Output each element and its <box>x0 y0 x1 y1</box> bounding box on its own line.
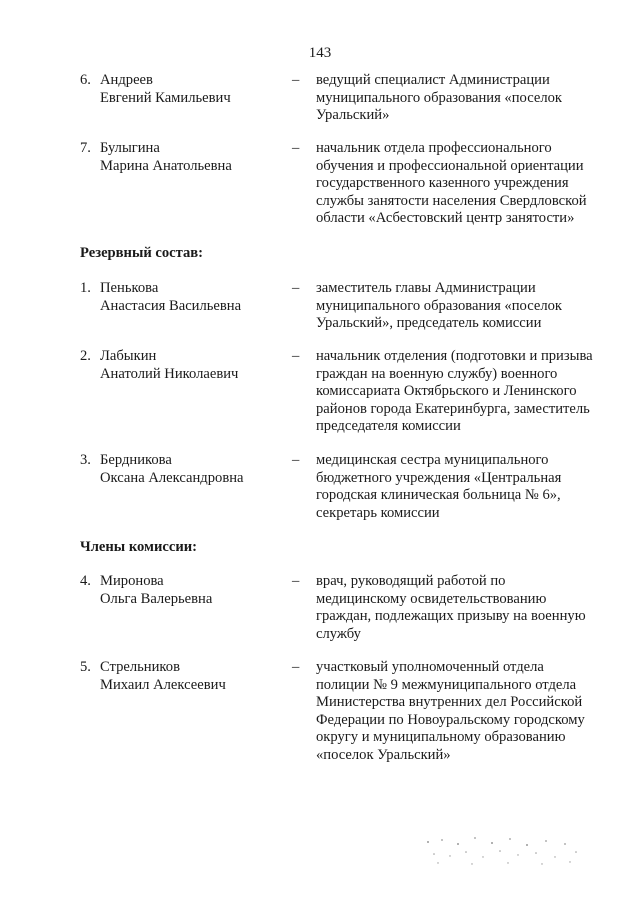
position-line: медицинская сестра муниципального <box>316 452 549 468</box>
member-name <box>100 659 226 694</box>
position-line: секретарь комиссии <box>316 504 440 521</box>
dash-separator: – <box>292 72 300 88</box>
given-names: Евгений Камильевич <box>100 89 231 106</box>
position-line: комиссариата Октябрьского и Ленинского <box>316 383 577 399</box>
surname: Андреев <box>100 72 153 88</box>
dash-separator: – <box>292 140 300 156</box>
member-name <box>100 348 238 383</box>
given-names: Анастасия Васильевна <box>100 297 242 314</box>
member-position <box>316 573 586 643</box>
given-names: Ольга Валерьевна <box>100 590 213 607</box>
dash-separator: – <box>292 280 300 296</box>
position-line: муниципального образования «поселок <box>316 89 562 106</box>
position-line: врач, руководящий работой по <box>316 573 506 589</box>
position-line: начальник отдела профессионального <box>316 140 552 156</box>
dash-separator: – <box>292 348 300 364</box>
position-line: Уральский», председатель комиссии <box>316 315 542 331</box>
position-line: округу и муниципальному образованию <box>316 729 566 745</box>
entry-number: 3. <box>80 452 91 468</box>
position-line: государственного казенного учреждения <box>316 175 569 191</box>
member-position <box>316 280 562 333</box>
position-line: полиции № 9 межмуниципального отдела <box>316 676 577 693</box>
scan-noise-mark <box>420 830 590 870</box>
surname: Бердникова <box>100 452 172 468</box>
surname: Стрельников <box>100 659 180 675</box>
position-line: службу <box>316 625 361 642</box>
surname: Лабыкин <box>100 348 157 364</box>
given-names: Марина Анатольевна <box>100 157 232 174</box>
surname: Миронова <box>100 573 164 589</box>
reserve-heading: Резервный состав: <box>80 245 204 261</box>
position-line: службы занятости населения Свердловской <box>316 192 587 209</box>
position-line: председателя комиссии <box>316 418 461 434</box>
position-line: ведущий специалист Администрации <box>316 72 550 88</box>
entry-number: 2. <box>80 348 91 364</box>
page-number: 143 <box>308 45 332 61</box>
surname: Булыгина <box>100 140 160 156</box>
given-names: Оксана Александровна <box>100 469 244 486</box>
member-position <box>316 659 585 764</box>
member-name <box>100 573 212 608</box>
member-position <box>316 72 562 125</box>
position-line: граждан, подлежащих призыву на военную <box>316 608 586 624</box>
surname: Пенькова <box>100 280 159 296</box>
dash-separator: – <box>292 452 300 468</box>
member-name <box>100 452 244 487</box>
member-position <box>316 348 593 436</box>
position-line: области «Асбестовский центр занятости» <box>316 210 575 226</box>
position-line: заместитель главы Администрации <box>316 280 536 296</box>
member-position <box>316 140 587 228</box>
entry-number: 7. <box>80 140 91 156</box>
position-line: Министерства внутренних дел Российской <box>316 694 583 710</box>
member-position <box>316 452 561 522</box>
position-line: начальник отделения (подготовки и призыва <box>316 348 593 364</box>
entry-number: 4. <box>80 573 91 589</box>
position-line: обучения и профессиональной ориентации <box>316 157 584 174</box>
position-line: Федерации по Новоуральскому городскому <box>316 711 585 728</box>
dash-separator: – <box>292 659 300 675</box>
position-line: медицинскому освидетельствованию <box>316 590 547 607</box>
position-line: участковый уполномоченный отдела <box>316 659 544 675</box>
entry-number: 1. <box>80 280 91 296</box>
given-names: Анатолий Николаевич <box>100 365 239 382</box>
position-line: районов города Екатеринбурга, заместитель <box>316 400 590 417</box>
position-line: муниципального образования «поселок <box>316 297 562 314</box>
position-line: «поселок Уральский» <box>316 746 451 763</box>
entry-number: 5. <box>80 659 91 675</box>
member-name <box>100 140 232 175</box>
position-line: Уральский» <box>316 107 390 123</box>
member-name <box>100 72 231 107</box>
position-line: граждан на военную службу) военного <box>316 365 558 382</box>
dash-separator: – <box>292 573 300 589</box>
members-heading: Члены комиссии: <box>80 539 198 555</box>
position-line: городская клиническая больница № 6», <box>316 487 561 503</box>
member-name <box>100 280 241 315</box>
given-names: Михаил Алексеевич <box>100 676 226 693</box>
position-line: бюджетного учреждения «Центральная <box>316 469 562 486</box>
entry-number: 6. <box>80 72 91 88</box>
